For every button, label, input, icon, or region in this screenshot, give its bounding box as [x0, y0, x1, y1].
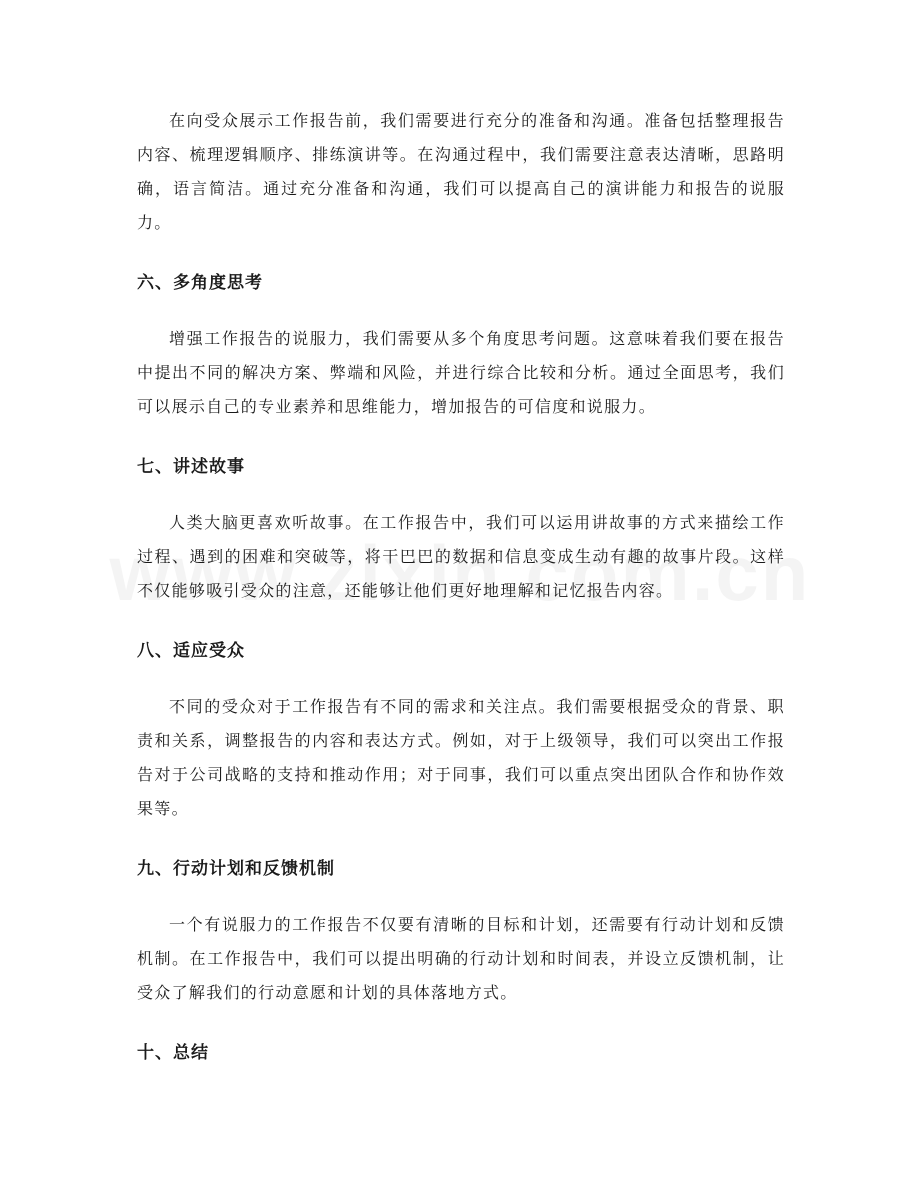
heading-action-plan: 九、行动计划和反馈机制 [137, 859, 335, 879]
heading-multi-perspective: 六、多角度思考 [137, 273, 263, 293]
heading-summary: 十、总结 [137, 1043, 209, 1063]
paragraph-storytelling: 人类大脑更喜欢听故事。在工作报告中，我们可以运用讲故事的方式来描绘工作过程、遇到的困难和突破等，将干巴巴的数据和信息变成生动有趣的故事片段。这样不仅能够吸引受众的注意，还能够让他们更好地理解和记忆报告内容。 [137, 513, 785, 600]
heading-adapt-audience: 八、适应受众 [137, 641, 245, 661]
paragraph-preparation: 在向受众展示工作报告前，我们需要进行充分的准备和沟通。准备包括整理报告内容、梳理逻辑顺序、排练演讲等。在沟通过程中，我们需要注意表达清晰，思路明确，语言简洁。通过充分准备和沟通，我们可以提高自己的演讲能力和报告的说服力。 [137, 111, 785, 232]
document-body [137, 104, 785, 1092]
heading-storytelling: 七、讲述故事 [137, 457, 245, 477]
paragraph-adapt-audience: 不同的受众对于工作报告有不同的需求和关注点。我们需要根据受众的背景、职责和关系，调整报告的内容和表达方式。例如，对于上级领导，我们可以突出工作报告对于公司战略的支持和推动作用；对于同事，我们可以重点突出团队合作和协作效果等。 [137, 697, 785, 818]
paragraph-multi-perspective: 增强工作报告的说服力，我们需要从多个角度思考问题。这意味着我们要在报告中提出不同的解决方案、弊端和风险，并进行综合比较和分析。通过全面思考，我们可以展示自己的专业素养和思维能力，增加报告的可信度和说服力。 [137, 329, 785, 416]
paragraph-action-plan: 一个有说服力的工作报告不仅要有清晰的目标和计划，还需要有行动计划和反馈机制。在工作报告中，我们可以提出明确的行动计划和时间表，并设立反馈机制，让受众了解我们的行动意愿和计划的具体落地方式。 [137, 915, 785, 1002]
